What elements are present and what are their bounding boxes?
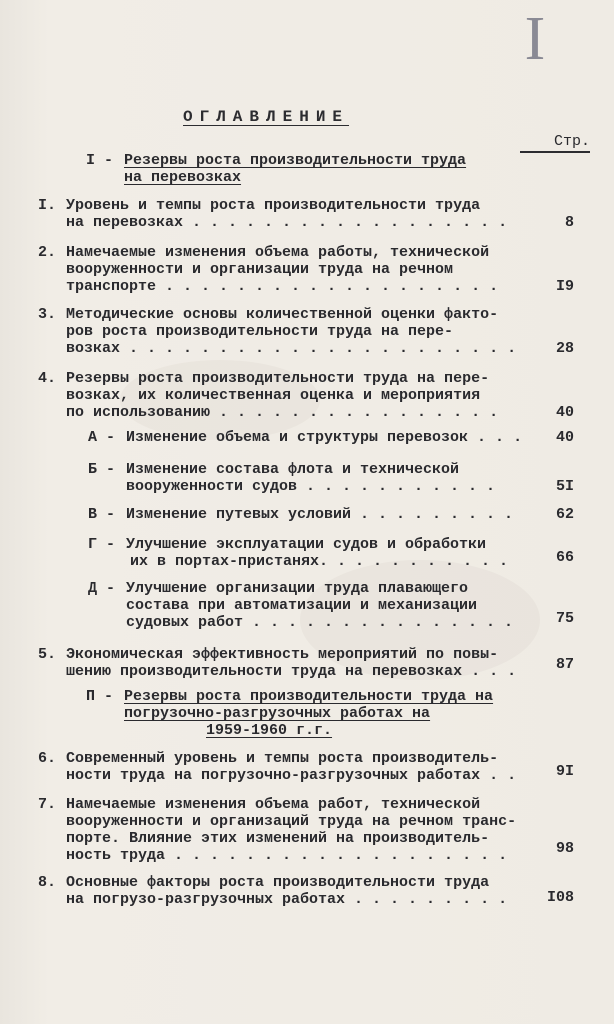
subentry-line: Изменение состава флота и технической — [126, 461, 460, 478]
toc-subentry-a — [88, 429, 574, 447]
subentry-line: их в портах-пристанях. . . . . . . . . . . — [130, 553, 509, 570]
entry-text — [66, 796, 516, 864]
toc-subentry-d — [88, 580, 574, 632]
subentry-letter: Г - — [88, 536, 116, 553]
toc-subentry-b — [88, 461, 574, 497]
entry-line: Намечаемые изменения объема работ, технической — [66, 796, 481, 813]
subentry-page: 40 — [555, 429, 574, 446]
entry-number: 4. — [38, 370, 57, 387]
section-roman: I - — [86, 152, 114, 169]
subentry-text — [126, 580, 513, 631]
subentry-text — [126, 429, 522, 446]
subentry-line: состава при автоматизации и механизации — [126, 597, 478, 614]
toc-entry-7 — [38, 796, 574, 866]
entry-text — [66, 244, 498, 295]
entry-line: Уровень и темпы роста производительности труда — [66, 197, 481, 214]
subentry-text — [126, 536, 508, 570]
subentry-letter: Д - — [88, 580, 116, 597]
toc-entry-5 — [38, 646, 574, 682]
entry-number: 6. — [38, 750, 57, 767]
entry-line: на перевозках . . . . . . . . . . . . . . . . . . — [66, 214, 508, 231]
subentry-letter: Б - — [88, 461, 116, 478]
section-title-line: Резервы роста производительности труда — [124, 152, 467, 169]
entry-number: 8. — [38, 874, 57, 891]
subentry-page: 75 — [555, 610, 574, 627]
section-title-line: на перевозках — [124, 169, 242, 186]
toc-entry-2 — [38, 244, 574, 296]
section-roman: П - — [86, 688, 114, 705]
section-title-text — [124, 152, 466, 186]
section-title-line: 1959-1960 г.г. — [206, 722, 333, 739]
entry-text — [66, 306, 516, 357]
entry-line: по использованию . . . . . . . . . . . . . . . . — [66, 404, 499, 421]
entry-text — [66, 750, 516, 784]
entry-page: 9I — [555, 763, 574, 780]
entry-line: Резервы роста производительности труда на пере- — [66, 370, 490, 387]
entry-line: шению производительности труда на перевозках . . . — [66, 663, 517, 680]
subentry-line: Изменение путевых условий . . . . . . . . . — [126, 506, 514, 523]
entry-number: 5. — [38, 646, 57, 663]
subentry-page: 66 — [555, 549, 574, 566]
subentry-line: судовых работ . . . . . . . . . . . . . . . — [126, 614, 514, 631]
entry-page: 98 — [555, 840, 574, 857]
entry-page: 8 — [564, 214, 574, 231]
entry-line: возках . . . . . . . . . . . . . . . . . . . . . . — [66, 340, 517, 357]
entry-line: транспорте . . . . . . . . . . . . . . . . . . . — [66, 278, 499, 295]
toc-entry-4 — [38, 370, 574, 422]
entry-page: I08 — [546, 889, 574, 906]
entry-line: ность труда . . . . . . . . . . . . . . . . . . . — [66, 847, 508, 864]
entry-line: на погрузо-разгрузочных работах . . . . . . . . . — [66, 891, 508, 908]
entry-text — [66, 874, 507, 908]
entry-text — [66, 646, 516, 680]
entry-page: 28 — [555, 340, 574, 357]
entry-number: 3. — [38, 306, 57, 323]
toc-subentry-v — [88, 506, 574, 524]
subentry-page: 5I — [555, 478, 574, 495]
subentry-line: Улучшение организации труда плавающего — [126, 580, 469, 597]
entry-line: ров роста производительности труда на пере- — [66, 323, 454, 340]
entry-line: вооруженности и организации труда на речном — [66, 261, 454, 278]
entry-page: 40 — [555, 404, 574, 421]
entry-line: вооруженности и организаций труда на речном транс- — [66, 813, 517, 830]
entry-line: порте. Влияние этих изменений на производитель- — [66, 830, 490, 847]
entry-number: I. — [38, 197, 57, 214]
subentry-text — [126, 461, 495, 495]
section-title-1 — [86, 152, 506, 188]
section-title-2 — [86, 688, 526, 740]
toc-entry-3 — [38, 306, 574, 358]
entry-page: 87 — [555, 656, 574, 673]
toc-subentry-g — [88, 536, 574, 572]
page-column-label: Стр. — [520, 133, 590, 153]
page-number: I — [524, 5, 546, 73]
subentry-line: Изменение объема и структуры перевозок . . . — [126, 429, 523, 446]
section-title-line: Резервы роста производительности труда на — [124, 688, 494, 705]
entry-number: 2. — [38, 244, 57, 261]
entry-text — [66, 197, 507, 231]
entry-line: Основные факторы роста производительности труда — [66, 874, 490, 891]
entry-line: Современный уровень и темпы роста производитель- — [66, 750, 499, 767]
subentry-letter: В - — [88, 506, 116, 523]
entry-line: Экономическая эффективность мероприятий по повы- — [66, 646, 499, 663]
entry-text — [66, 370, 498, 421]
section-title-text — [124, 688, 493, 739]
toc-entry-8 — [38, 874, 574, 910]
toc-heading: ОГЛАВЛЕНИЕ — [183, 108, 350, 126]
entry-number: 7. — [38, 796, 57, 813]
toc-entry-1 — [38, 197, 574, 233]
toc-entry-6 — [38, 750, 574, 786]
entry-line: ности труда на погрузочно-разгрузочных работах . . — [66, 767, 517, 784]
subentry-line: Улучшение эксплуатации судов и обработки — [126, 536, 487, 553]
section-title-line: погрузочно-разгрузочных работах на — [124, 705, 431, 722]
entry-page: I9 — [555, 278, 574, 295]
subentry-letter: А - — [88, 429, 116, 446]
entry-line: Намечаемые изменения объема работы, технической — [66, 244, 490, 261]
subentry-line: вооруженности судов . . . . . . . . . . . — [126, 478, 496, 495]
entry-line: возках, их количественная оценка и мероприятия — [66, 387, 481, 404]
entry-line: Методические основы количественной оценки факто- — [66, 306, 499, 323]
subentry-page: 62 — [555, 506, 574, 523]
subentry-text — [126, 506, 513, 523]
